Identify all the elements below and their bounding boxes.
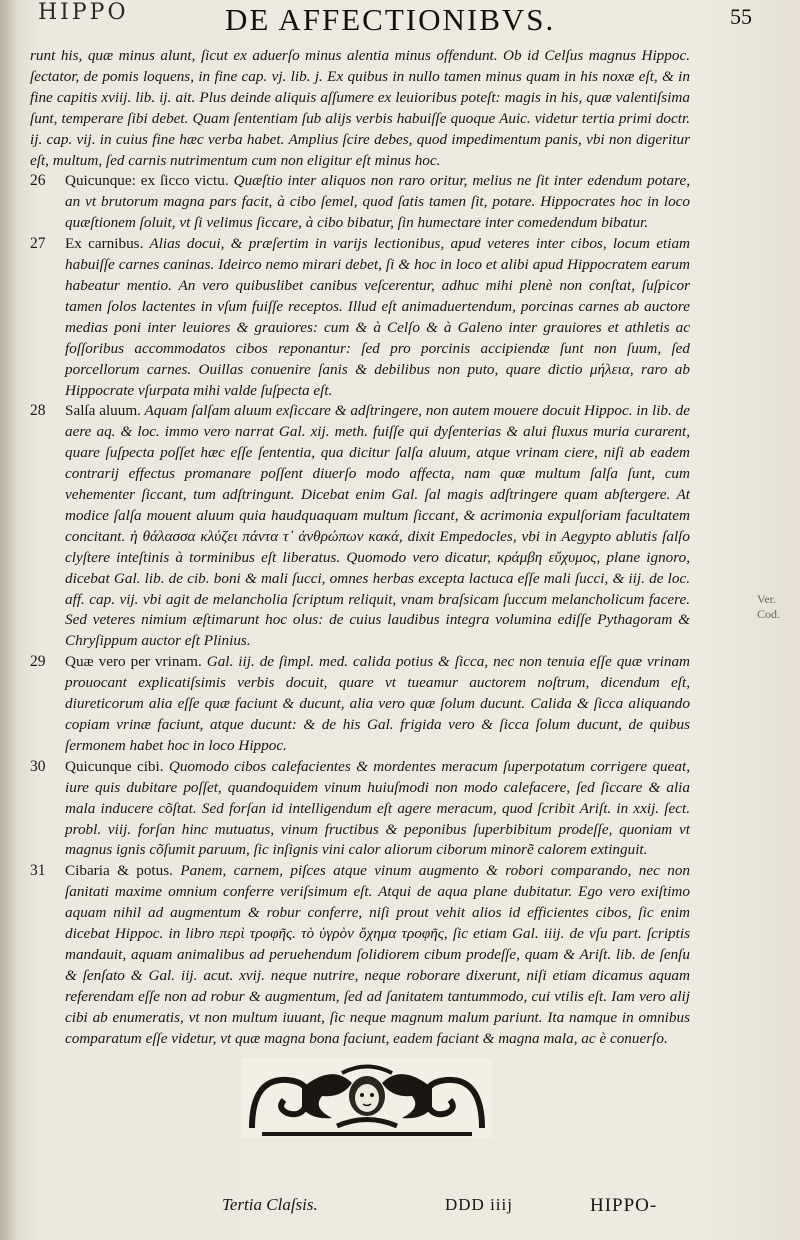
header-title: DE AFFECTIONIBVS. xyxy=(225,2,556,37)
gutter-shadow xyxy=(0,0,18,1240)
entry-lemma: Quæ vero per vrinam. xyxy=(65,653,202,671)
margin-note: Ver. Cod. xyxy=(757,592,781,621)
entry-text: Quomodo cibos calefacientes & mordentes meracum ſuperpotatum corrigere queat, iure quis dubitare poſſet, quandoquidem vinum huiuſmodi non modo calefacere, ſed ſiccare & alia mala inducere cõſtat. Sed forſan id intelligendum eſt agere meracum, quod ſcribit Ariſt. in xxij. ſect. probl. viij. forſan hinc mutuatus, vinum fructibus & peponibus ſuperbibitum prodeſſe, quoniam vt magnus ignis cõſumit paruum, ſic inſignis vini calor aliorum ciborum minorẽ calorem extinguit. xyxy=(65,757,691,859)
entry-31 xyxy=(30,861,690,1049)
entry-number: 28 xyxy=(30,402,46,420)
entry-number: 31 xyxy=(30,862,46,880)
entry-body xyxy=(65,401,690,652)
entry-number: 27 xyxy=(30,235,46,253)
entry-text: Alias docui, & præſertim in varijs lectionibus, apud veteres inter cibos, locum etiam habuiſſe carnes caninas. Ideirco nemo mirari debet, ſi & hoc in loco et alibi apud Hippocratem earum habeatur mentio. An vero quibuslibet canibus veſcerentur, adhuc mihi plenè non conſtat, ſuſpicor tamen ſolos lactentes in vſum fuiſſe receptos. Illud eſt animaduertendum, porcinas carnes ab auctore medias poni inter leuiores & grauiores: cum & à Celſo & à Galeno inter grauiores et athletis ac foſſoribus accommodatos cibos reponantur: ſed pro porcinis accipiendæ ſunt non ſuum, ſed porcellorum carnes. Ouillas conuenire ſanis & debilibus non puto, quare dictio μήλεια, raro ab Hippocrate vſurpata mihi valde ſuſpecta eſt. xyxy=(65,235,691,399)
entry-text: Gal. iij. de ſimpl. med. calida potius & ſicca, nec non tenuia eſſe quæ vrinam prouocant explicatiſsimis verbis docuit, quare vt tueamur auctorem noſtrum, dicendum eſt, diureticorum alia eſſe quæ faciunt & ducunt, alia vero quæ ſolum ducunt. Calida & ſicca aliquando copiam vrinæ faciunt, atque ducunt: & de his Gal. frigida vero & ſicca ſolum ducunt, de quibus ſermonem habet hoc in loco Hippoc. xyxy=(65,653,691,754)
entry-text: Aquam ſalſam aluum exſiccare & adſtringere, non autem mouere docuit Hippoc. in lib. de aere aq. & loc. immo vero narrat Gal. xij. meth. fuiſſe qui dyſenterias & alui fluxus muria curarent, quare ſuſpecta poſſet hæc eſſe ſententia, qua dicitur ſalſa aluum, atque vrinam ciere, niſi ab eadem contrarij effectus promanare poſſent diuerſo modo affecta, nam quæ multum ſalſa ſunt, cum vehementer ſiccant, tum adſtringunt. Dicebat enim Gal. ſal magis adſtringere quam abſtergere. At modice ſalſa mouent aluum quia haudquaquam multum ſiccant, & acrimonia expulſoriam facultatem concitant. ἡ θάλασσα κλύζει πάντα τ᾽ ἀνθρώπων κακά, dixit Empedocles, vbi in Aegypto ablutis ſalſo clyſtere inteſtinis à torminibus eſt liberatus. Quomodo vero dicatur, κράμβη εὔχυμος, plane ignoro, dicebat Gal. lib. de cib. boni & mali ſucci, omnes herbas excepta lactuca eſſe mali ſucci, & iij. de loc. aff. cap. vij. vbi agit de melancholia ſcriptum reliquit, vnam braſsicam ſuccum melancholicum facere. Sed veteres nimium æſtimarunt hoc olus: de cuius laudibus integra volumina ediſſe Pythagoram & Chryſippum auctor eſt Plinius. xyxy=(65,402,690,650)
running-header xyxy=(30,0,770,44)
entry-body xyxy=(65,757,690,862)
entry-number: 30 xyxy=(30,757,46,775)
entry-lemma: Salſa aluum. xyxy=(65,402,141,420)
entry-body xyxy=(65,171,690,234)
entry-26 xyxy=(30,171,690,234)
paragraph-continuation xyxy=(30,46,690,171)
entry-29 xyxy=(30,652,690,757)
header-left-fragment: HIPPO xyxy=(38,0,129,25)
entry-30 xyxy=(30,757,690,862)
entry-body xyxy=(65,861,690,1049)
paragraph-text: runt his, quæ minus alunt, ſicut ex aduerſo minus alentia minus offendunt. Ob id Celſus magnus Hippoc. ſectator, de pomis loquens, in fine cap. vj. lib. j. Ex quibus in nullo tamen minus quam in his noxæ eſt, & in fine capitis xviij. lib. ij. ait. Plus deinde aliquis aſſumere ex leuioribus poteſt: magis in his, quæ valentiſsima ſunt, temperare ſibi debet. Quam ſententiam ſub alijs verbis habuiſſe quoque Auic. videtur tertia primi doctr. ij. cap. vij. in cuius fine hæc verba habet. Amplius ſcire debes, quod impedimentum panis, vbi non digeritur eſt, multum, ſed carnis nutrimentum cum non eligitur eſt minus hoc. xyxy=(30,47,690,169)
catchword: HIPPO- xyxy=(590,1195,658,1216)
entry-28 xyxy=(30,401,690,652)
entry-number: 26 xyxy=(30,172,46,190)
entry-lemma: Cibaria & potus. xyxy=(65,862,173,880)
signature-line: Tertia Claſsis. xyxy=(222,1195,318,1214)
entry-text: Panem, carnem, piſces atque vinum augmento & robori comparando, nec non ſanitati maxime omnium conferre veriſsimum eſt. Atqui de aqua plane dubitatur. Ego vero exiſtimo aquam nihil ad augmentum & robur conferre, niſi prout vehit alios id efficientes cibos, ſic enim dicebat Hippoc. in libro περὶ τροφῆς. τὸ ὑγρὸν ὄχημα τροφῆς, ſic etiam Gal. iiij. de vſu part. ſcriptis mandauit, aquam animalibus ad peruehendum ſolidiorem cibum prodeſſe, quam & Ariſt. lib. de ſenſu & ſenſato & Gal. iij. acut. xvij. neque nutrire, neque roborare dixerunt, niſi etiam dicamus aquam referendam eſſe non ad robur & augmentum, ſed ad ſanitatem tantummodo, cui vtilis eſt. Iam vero alij cibi ab enumeratis, vt non multum iuuant, ſic neque magnum malum pariunt. Ita namque in omnibus comparatum eſſe videtur, vt quæ magna bona faciunt, eadem faciant & magna mala, ac è conuerſo. xyxy=(65,862,691,1047)
entry-body xyxy=(65,234,690,401)
entry-body xyxy=(65,652,690,757)
commentary-text xyxy=(30,46,690,1050)
page-number: 55 xyxy=(730,4,752,29)
sheet-mark: DDD iiij xyxy=(445,1195,513,1214)
tailpiece-ornament xyxy=(242,1058,492,1138)
entry-27 xyxy=(30,234,690,401)
entry-number: 29 xyxy=(30,653,46,671)
entry-lemma: Quicunque: ex ſicco victu. xyxy=(65,172,229,190)
entry-lemma: Quicunque cibi. xyxy=(65,757,164,775)
entry-text: Quæſtio inter aliquos non raro oritur, melius ne ſit inter edendum potare, an vt brutorum magna pars facit, à cibo ſemel, quod ſatis tamen ſit, potare. Hippocrates hoc in loco quæſtionem ſoluit, vt ſi velimus ſiccare, à cibo bibatur, ſin humectare inter comedendum bibatur. xyxy=(65,172,691,232)
entry-lemma: Ex carnibus. xyxy=(65,235,144,253)
